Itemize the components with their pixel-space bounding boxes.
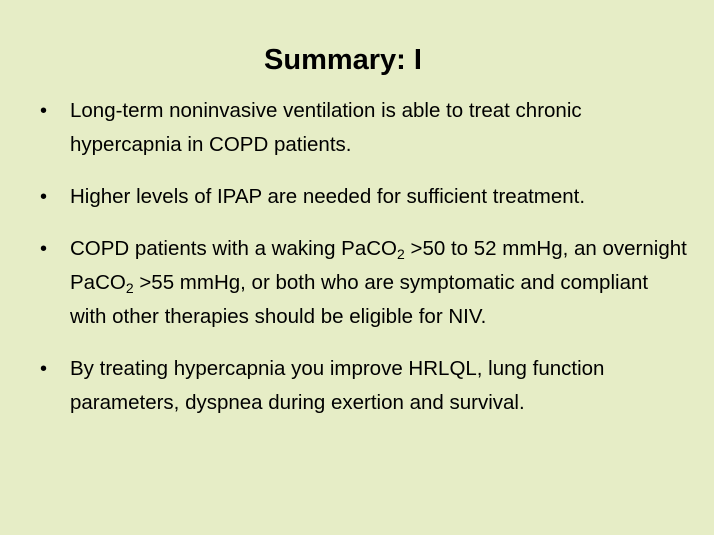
bullet-dot-icon: • xyxy=(40,100,48,122)
bullet-text-segment: >50 to 52 mmHg, an overnight PaCO xyxy=(70,237,687,294)
bullet-text-segment: COPD patients with a waking PaCO xyxy=(70,237,397,260)
bullet-list xyxy=(40,94,690,438)
bullet-item xyxy=(40,352,690,420)
bullet-item xyxy=(40,180,690,214)
bullet-dot-icon: • xyxy=(40,358,48,380)
bullet-text xyxy=(70,232,690,334)
slide-title: Summary: I xyxy=(264,44,422,76)
bullet-text: By treating hypercapnia you improve HRLQL, lung function parameters, dyspnea during exertion and survival. xyxy=(70,357,605,414)
bullet-text-segment: >55 mmHg, or both who are symptomatic and compliant with other therapies should be eligible for NIV. xyxy=(70,271,649,328)
bullet-dot-icon: • xyxy=(40,238,48,260)
bullet-text: Long-term noninvasive ventilation is able to treat chronic hypercapnia in COPD patients. xyxy=(70,99,582,156)
bullet-item xyxy=(40,94,690,162)
subscript-2: 2 xyxy=(397,246,405,262)
bullet-dot-icon: • xyxy=(40,186,48,208)
subscript-2: 2 xyxy=(125,280,134,296)
bullet-item xyxy=(40,232,690,334)
bullet-text: Higher levels of IPAP are needed for sufficient treatment. xyxy=(70,185,586,208)
